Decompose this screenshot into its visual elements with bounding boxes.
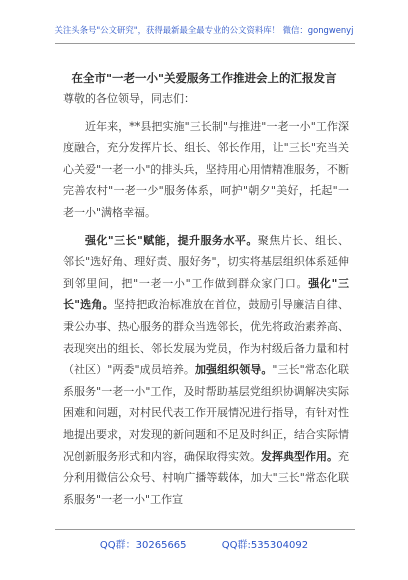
subheading-leadership: 加强组织领导。 — [194, 363, 273, 377]
paragraph-intro: 近年来，**县把实施"三长制"与推进"一老一小"工作深度融合，充分发挥片长、组长、邻长作用，让"三长"充当关心关爱"一老一小"的排头兵，坚持用心用情精准服务，不断完善农村"一老一少"服务体系，呵护"朝夕"美好，托起"一老一小"满格幸福。 — [63, 119, 349, 219]
header-divider — [55, 43, 355, 44]
footer-qq-group-1: QQ群：30265665 — [99, 540, 187, 551]
footer — [0, 536, 408, 551]
header-note: 关注头条号"公文研究"，获得最新最全最专业的公文资料库！ 微信：gongwenyj — [54, 25, 354, 35]
salutation: 尊敬的各位领导，同志们： — [63, 92, 195, 105]
footer-qq-group-2: QQ群:535304092 — [221, 540, 309, 551]
paragraph-text: 坚持把政治标准放在首位，鼓励引导廉洁自律、秉公办事、热心服务的群众当选邻长，优先将政治素养高、表现突出的组长、邻长发展为党员，作为村级后备力量和村（社区）"两委"成员培养。 — [63, 298, 350, 377]
paragraph-text: 充分利用微信公众号、村响广播等载体，加大"三长"常态化联系服务"一老一小"工作宣 — [63, 449, 349, 506]
paragraph-empower — [63, 230, 349, 511]
paragraph-text: 聚焦片长、组长、邻长"选好角、理好责、服好务"，切实将基层组织体系延伸到邻里间，把"一老一小"工作做到群众家门口。 — [63, 233, 350, 290]
subheading-model-role: 发挥典型作用。 — [261, 449, 338, 463]
paragraph-text: "三长"常态化联系服务"一老一小"工作，及时帮助基层党组织协调解决实际困难和问题，对村民代表工作开展情况进行指导，有针对性地提出要求，对发现的新问题和不足及时纠正，结合实际情况创新服务形式和内容，确保取得实效。 — [63, 363, 349, 463]
subheading-selection: 强化"三长"选角。 — [63, 276, 349, 312]
document-body — [63, 88, 349, 510]
footer-divider — [55, 529, 355, 530]
document-title: 在全市"一老一小"关爱服务工作推进会上的汇报发言 — [71, 71, 337, 85]
section-heading: 强化"三长"赋能，提升服务水平。 — [85, 233, 258, 247]
